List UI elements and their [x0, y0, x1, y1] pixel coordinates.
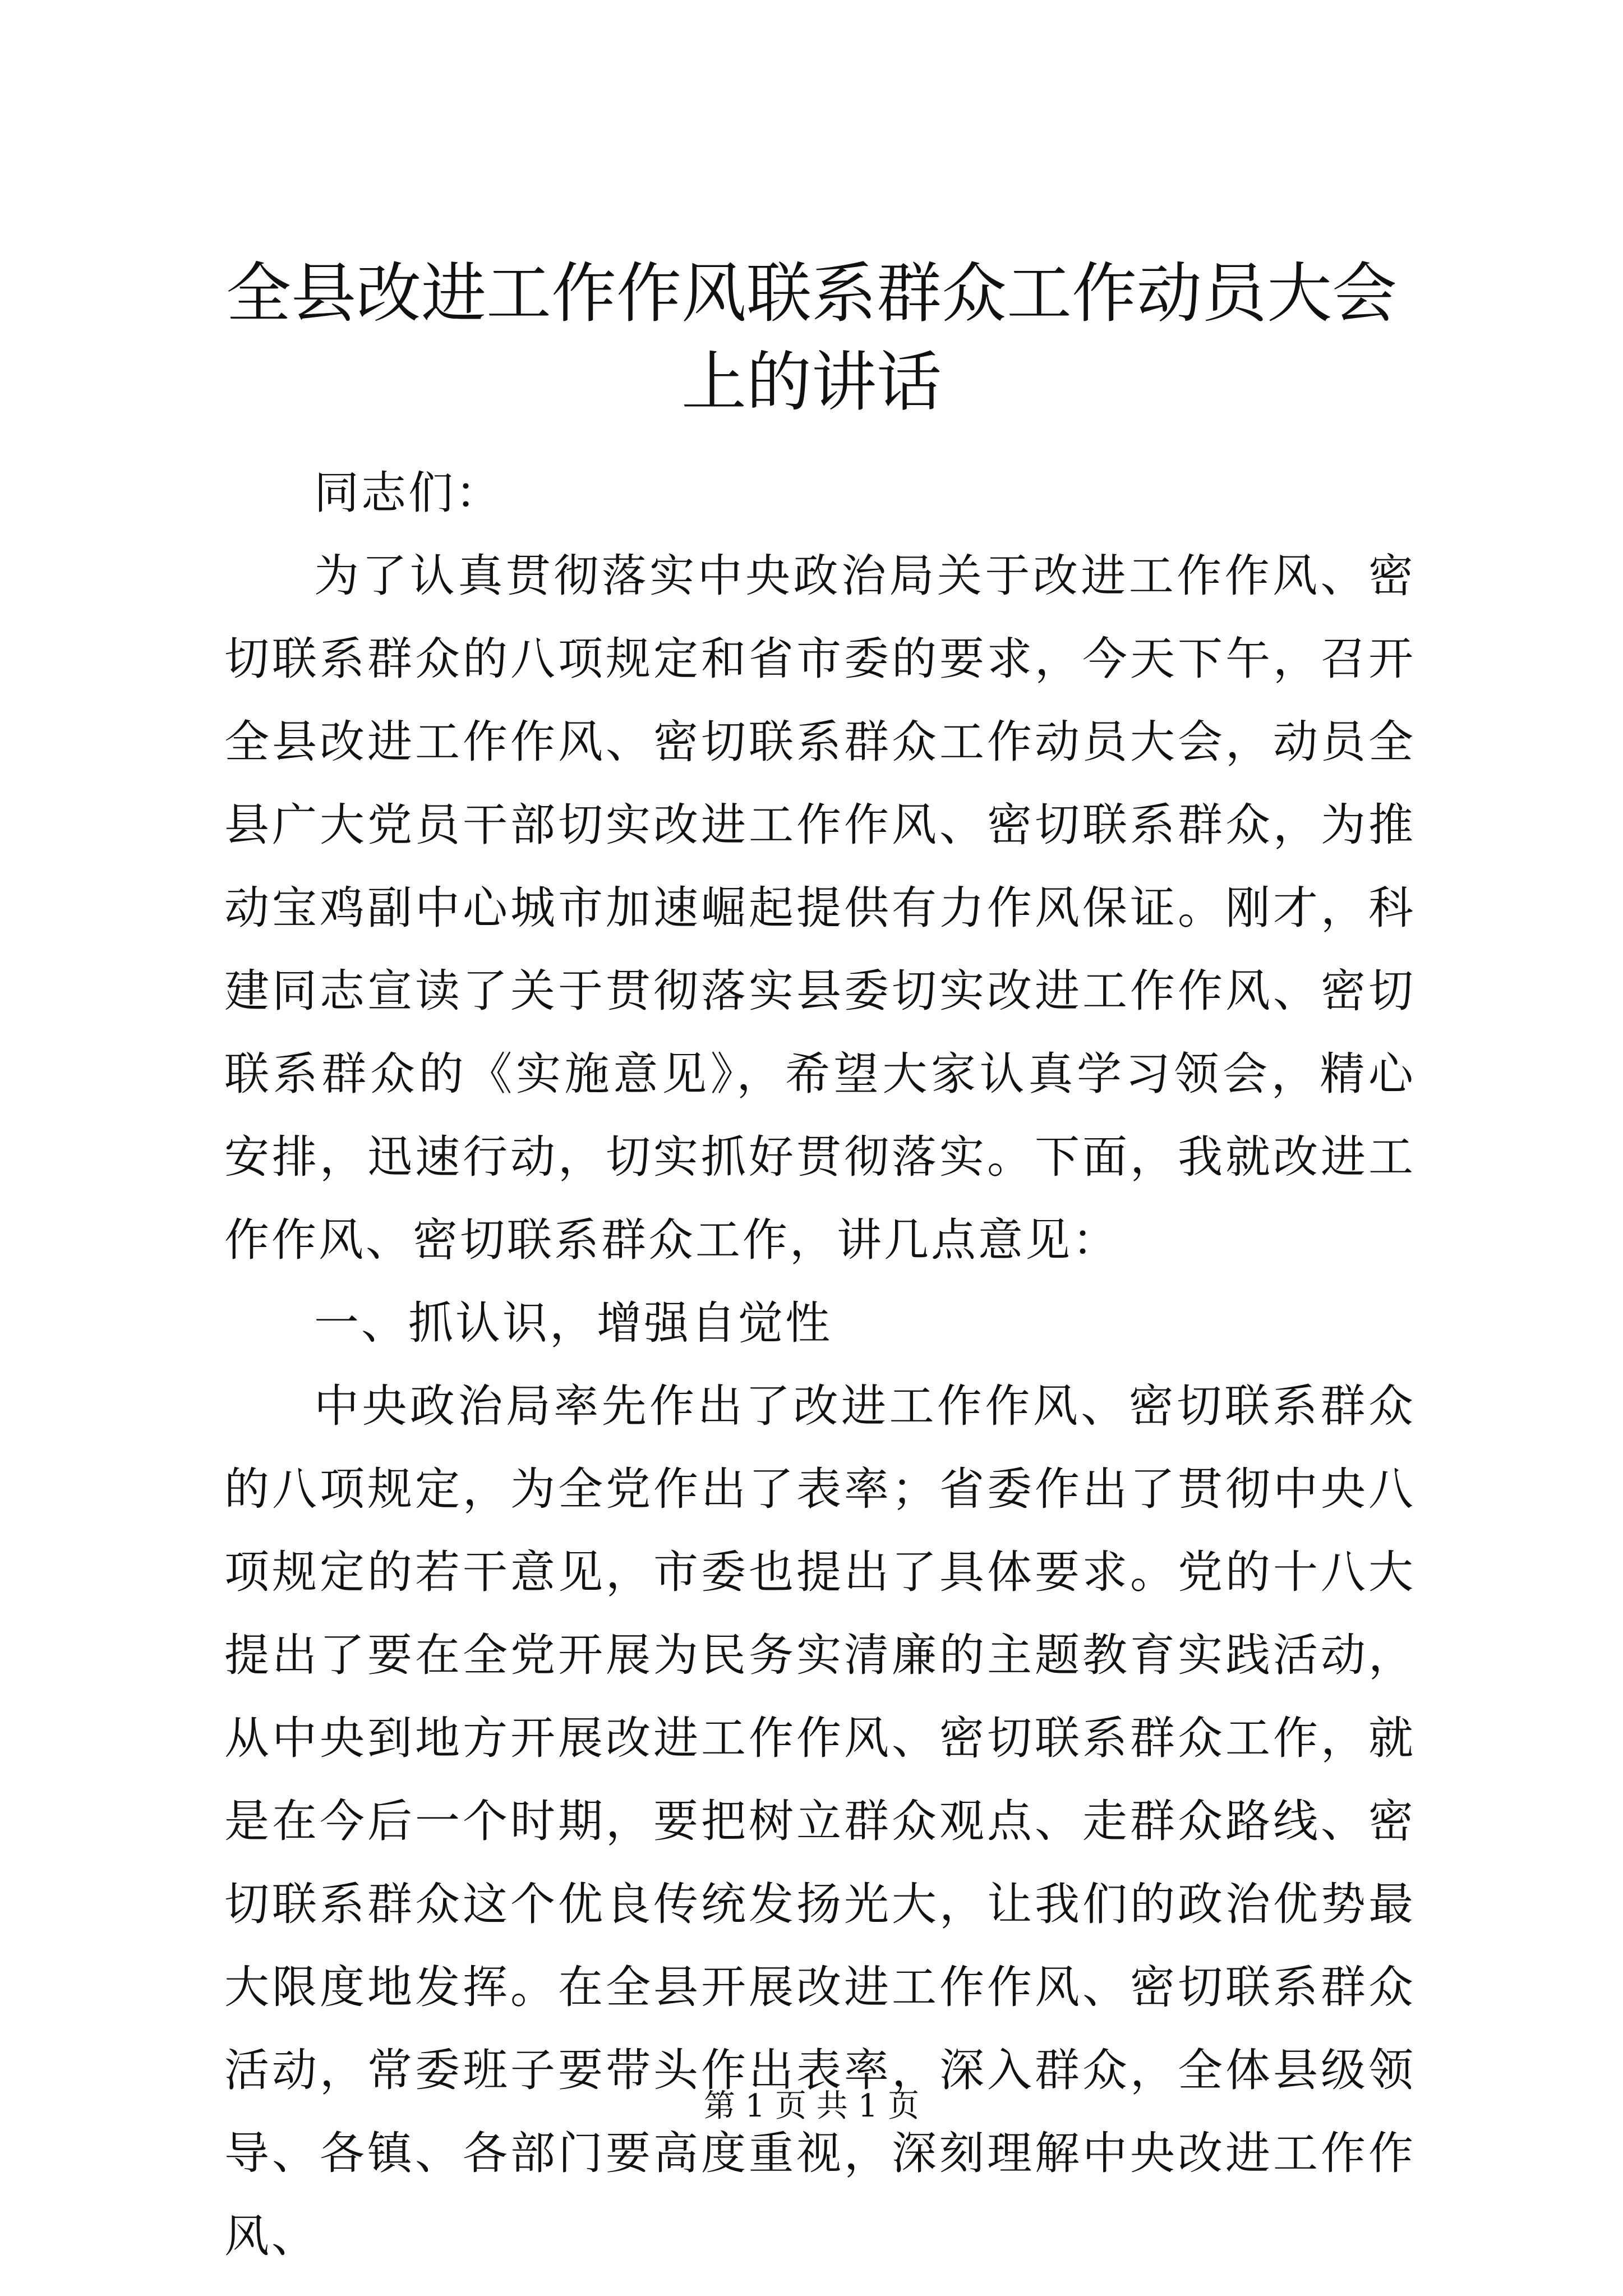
section-heading: 一、抓认识，增强自觉性 — [314, 1297, 832, 1349]
salutation: 同志们： — [314, 467, 502, 519]
paragraph-intro: 为了认真贯彻落实中央政治局关于改进工作作风、密切联系群众的八项规定和省市委的要求，今天下午，召开全县改进工作作风、密切联系群众工作动员大会，动员全县广大党员干部切实改进工作作风、密切联系群众，为推动宝鸡副中心城市加速崛起提供有力作风保证。刚才，科建同志宣读了关于贯彻落实县委切实改进工作作风、密切联系群众的《实施意见》，希望大家认真学习领会，精心安排，迅速行动，切实抓好贯彻落实。下面，我就改进工作作风、密切联系群众工作，讲几点意见： — [224, 550, 1415, 1266]
paragraph-section-one: 中央政治局率先作出了改进工作作风、密切联系群众的八项规定，为全党作出了表率；省委作出了贯彻中央八项规定的若干意见，市委也提出了具体要求。党的十八大提出了要在全党开展为民务实清廉的主题教育实践活动，从中央到地方开展改进工作作风、密切联系群众工作，就是在今后一个时期，要把树立群众观点、走群众路线、密切联系群众这个优良传统发扬光大，让我们的政治优势最大限度地发挥。在全县开展改进工作作风、密切联系群众活动，常委班子要带头作出表率，深入群众，全体县级领导、各镇、各部门要高度重视，深刻理解中央改进工作作风、 — [224, 1380, 1415, 2262]
page-footer: 第 1 页 共 1 页 — [703, 2088, 920, 2124]
document-body — [224, 452, 1415, 2278]
document-title: 全县改进工作作风联系群众工作动员大会上的讲话 — [226, 256, 1397, 420]
